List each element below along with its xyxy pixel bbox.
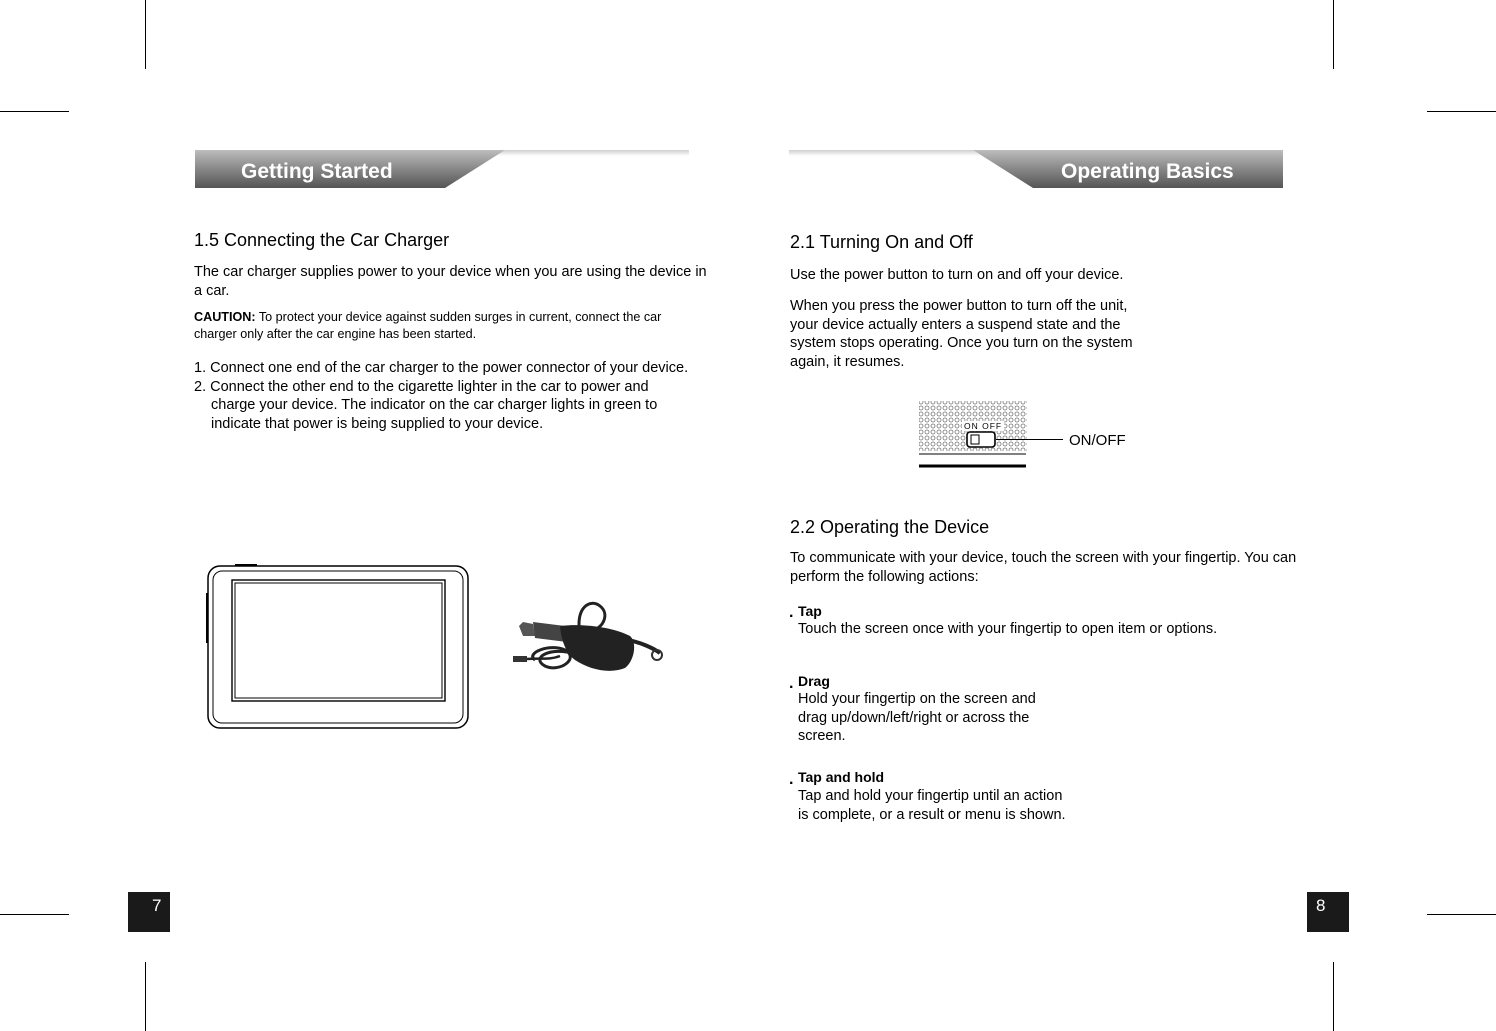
crop-mark <box>1333 0 1334 69</box>
device-illustration <box>205 563 471 731</box>
caution-text: To protect your device against sudden surges in current, connect the car charger only after the car engine has been started. <box>194 310 662 341</box>
section-title-operating-device: 2.2 Operating the Device <box>790 517 990 537</box>
step-1: 1. Connect one end of the car charger to the power connector of your device. <box>194 360 689 376</box>
bullet-drag: . <box>789 675 794 692</box>
caution-label: CAUTION: <box>194 310 256 324</box>
caution-note <box>194 309 699 342</box>
page-number-right-text: 8 <box>1316 896 1326 915</box>
crop-mark <box>0 111 69 112</box>
right-header-title: Operating Basics <box>1061 160 1234 183</box>
crop-mark <box>1427 111 1496 112</box>
section-title-car-charger: 1.5 Connecting the Car Charger <box>194 230 450 250</box>
crop-mark <box>0 914 69 915</box>
action-drag-title: Drag <box>798 673 830 689</box>
step-2-cont: charge your device. The indicator on the car charger lights in green to <box>211 397 658 413</box>
section-title-turning-on-off: 2.1 Turning On and Off <box>790 232 973 252</box>
left-header-title: Getting Started <box>241 160 393 183</box>
bullet-tap-and-hold: . <box>789 771 794 788</box>
action-tap-desc: Touch the screen once with your fingertip to open item or options. <box>798 621 1218 637</box>
step-2-cont: indicate that power is being supplied to your device. <box>211 415 544 432</box>
car-charger-illustration <box>505 598 670 680</box>
bullet-tap: . <box>789 604 794 621</box>
steps-list <box>194 359 714 433</box>
page-number-left-text: 7 <box>152 896 162 915</box>
action-tap-title: Tap <box>798 603 822 619</box>
action-drag-desc: Hold your fingertip on the screen and drag up/down/left/right or across the screen. <box>798 691 1036 744</box>
car-charger-intro: The car charger supplies power to your device when you are using the device in a car. <box>194 264 707 299</box>
switch-callout-line <box>996 439 1063 440</box>
crop-mark <box>145 0 146 69</box>
suspend-state-text: When you press the power button to turn off the unit, your device actually enters a suspend state and the system stops operating. Once you turn on the system again, it resumes. <box>790 298 1133 370</box>
crop-mark <box>1427 914 1496 915</box>
power-button-text: Use the power button to turn on and off your device. <box>790 267 1124 283</box>
step-2: 2. Connect the other end to the cigarette lighter in the car to power and <box>194 378 649 395</box>
crop-mark <box>145 962 146 1031</box>
operating-intro: To communicate with your device, touch the screen with your fingertip. You can perform the following actions: <box>790 550 1297 585</box>
crop-mark <box>1333 962 1334 1031</box>
switch-on-off-text: ON OFF <box>964 421 1003 431</box>
action-tap-and-hold-desc: Tap and hold your fingertip until an action is complete, or a result or menu is shown. <box>798 788 1066 823</box>
action-tap-and-hold-title: Tap and hold <box>798 769 885 785</box>
power-switch-diagram <box>918 399 1030 471</box>
page-number-left <box>128 892 170 932</box>
page-number-right <box>1307 892 1349 932</box>
switch-callout-label: ON/OFF <box>1069 432 1126 449</box>
